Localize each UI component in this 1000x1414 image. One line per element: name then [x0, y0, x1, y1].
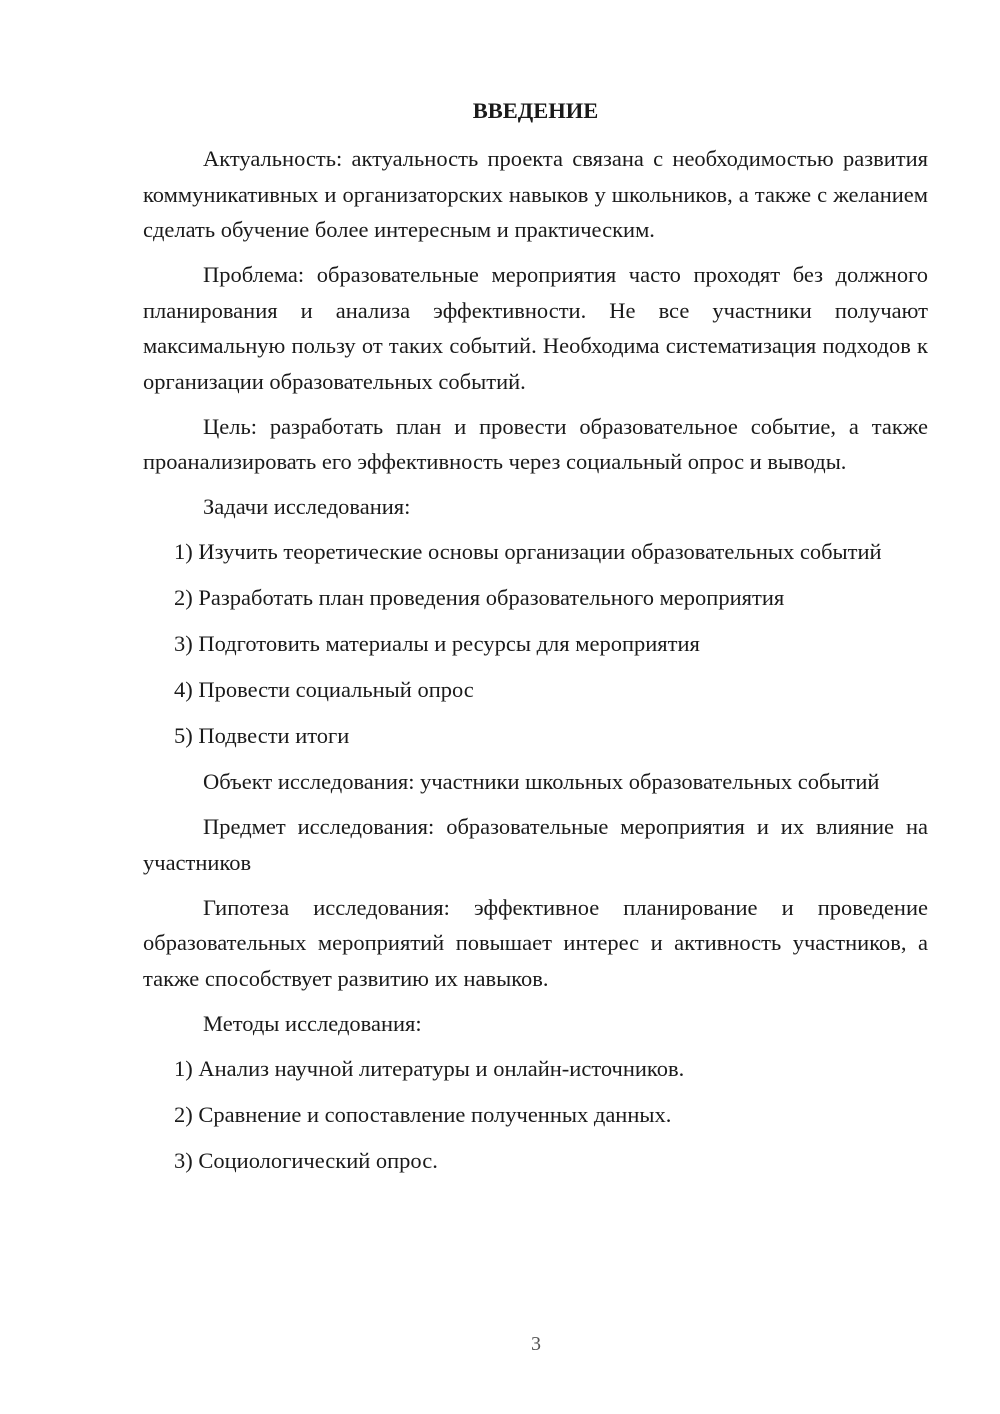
- task-item: 2) Разработать план проведения образовательного мероприятия: [174, 585, 785, 610]
- object-paragraph: Объект исследования: участники школьных образовательных событий: [203, 769, 880, 794]
- section-heading: ВВЕДЕНИЕ: [472, 98, 599, 123]
- method-item: 1) Анализ научной литературы и онлайн-источников.: [174, 1055, 685, 1081]
- hypothesis-paragraph: Гипотеза исследования: эффективное планирование и проведение образовательных мероприятий повышает интерес и активность участников, а также способствует развитию их навыков.: [143, 894, 928, 991]
- goal-paragraph: Цель: разработать план и провести образовательное событие, а также проанализировать его эффективность через социальный опрос и выводы.: [143, 413, 928, 474]
- relevance-paragraph: Актуальность: актуальность проекта связана с необходимостью развития коммуникативных и организаторских навыков у школьников, а также с желанием сделать обучение более интересным и практическим.: [143, 146, 928, 242]
- task-item: 3) Подготовить материалы и ресурсы для мероприятия: [174, 631, 700, 656]
- task-item: 1) Изучить теоретические основы организации образовательных событий: [174, 539, 882, 564]
- task-item: 4) Провести социальный опрос: [174, 677, 474, 702]
- page-number: 3: [531, 1333, 541, 1355]
- page-content: [143, 94, 928, 1189]
- subject-paragraph: Предмет исследования: образовательные мероприятия и их влияние на участников: [143, 814, 928, 875]
- task-item: 5) Подвести итоги: [174, 723, 350, 748]
- method-item: 2) Сравнение и сопоставление полученных данных.: [174, 1101, 672, 1127]
- methods-title: Методы исследования:: [203, 1010, 422, 1036]
- method-item: 3) Социологический опрос.: [174, 1147, 438, 1173]
- problem-paragraph: Проблема: образовательные мероприятия часто проходят без должного планирования и анализа эффективности. Не все участники получают максимальную пользу от таких событий. Необходима систематизация подходов к организации образовательных событий.: [143, 262, 928, 394]
- tasks-title: Задачи исследования:: [203, 494, 411, 519]
